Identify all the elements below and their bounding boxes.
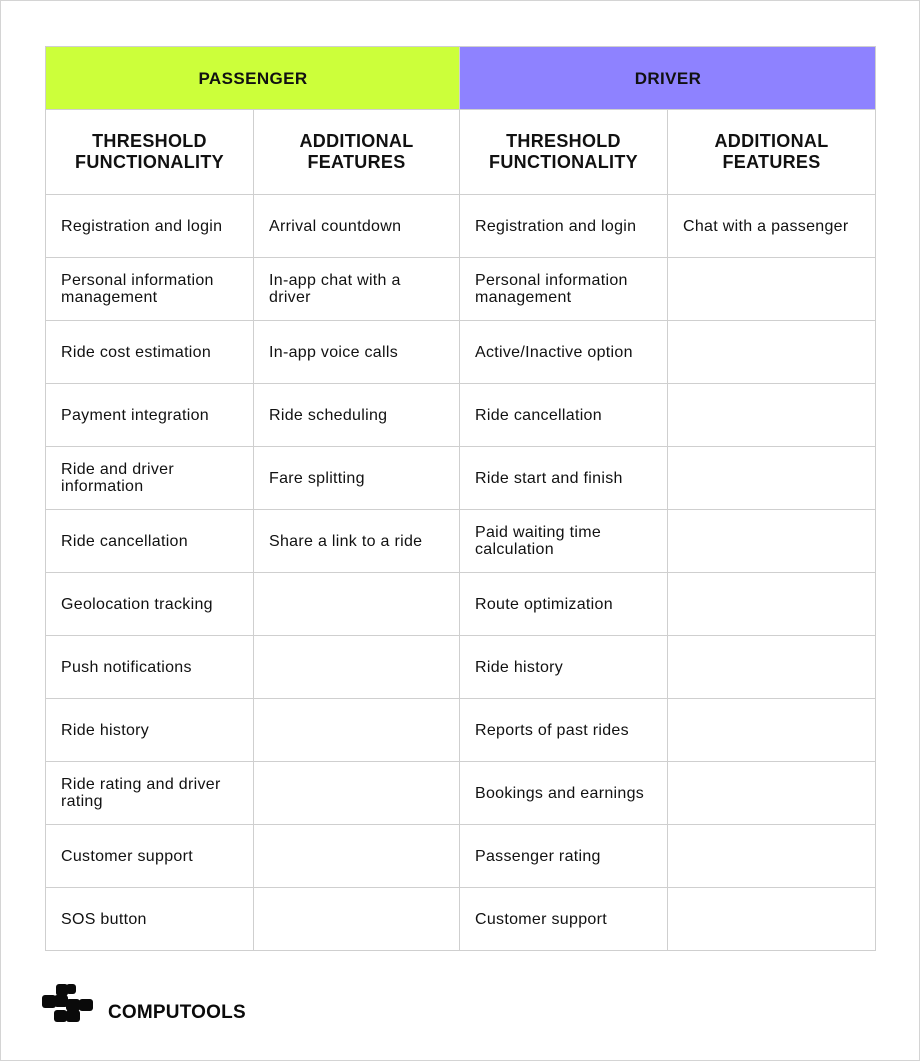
passenger-threshold-cell: SOS button xyxy=(46,888,254,951)
passenger-additional-cell: In-app chat with a driver xyxy=(254,258,460,321)
table-row xyxy=(46,825,876,888)
passenger-threshold-cell: Push notifications xyxy=(46,636,254,699)
passenger-threshold-cell: Ride rating and driver rating xyxy=(46,762,254,825)
driver-additional-cell xyxy=(668,762,876,825)
driver-threshold-cell: Customer support xyxy=(460,888,668,951)
passenger-additional-cell xyxy=(254,636,460,699)
driver-additional-cell xyxy=(668,888,876,951)
passenger-additional-cell: In-app voice calls xyxy=(254,321,460,384)
driver-threshold-cell: Route optimization xyxy=(460,573,668,636)
passenger-additional-cell xyxy=(254,573,460,636)
passenger-threshold-cell: Payment integration xyxy=(46,384,254,447)
driver-additional-cell xyxy=(668,636,876,699)
driver-threshold-cell: Passenger rating xyxy=(460,825,668,888)
driver-header: DRIVER xyxy=(460,47,876,110)
table-row xyxy=(46,321,876,384)
driver-threshold-cell: Registration and login xyxy=(460,195,668,258)
passenger-additional-cell xyxy=(254,762,460,825)
table-row xyxy=(46,384,876,447)
passenger-additional-cell: Ride scheduling xyxy=(254,384,460,447)
driver-threshold-cell: Active/Inactive option xyxy=(460,321,668,384)
passenger-additional-cell xyxy=(254,825,460,888)
passenger-threshold-cell: Geolocation tracking xyxy=(46,573,254,636)
feature-comparison-table xyxy=(45,46,876,951)
driver-additional-cell xyxy=(668,825,876,888)
driver-additional-cell xyxy=(668,510,876,573)
driver-threshold-cell: Bookings and earnings xyxy=(460,762,668,825)
table-row xyxy=(46,447,876,510)
driver-additional-cell xyxy=(668,321,876,384)
driver-threshold-cell: Paid waiting time calculation xyxy=(460,510,668,573)
passenger-additional-cell: Arrival countdown xyxy=(254,195,460,258)
driver-threshold-cell: Ride history xyxy=(460,636,668,699)
passenger-additional-cell: Fare splitting xyxy=(254,447,460,510)
passenger-additional-cell xyxy=(254,888,460,951)
driver-threshold-cell: Ride cancellation xyxy=(460,384,668,447)
driver-additional-cell xyxy=(668,699,876,762)
passenger-threshold-cell: Ride history xyxy=(46,699,254,762)
passenger-threshold-cell: Customer support xyxy=(46,825,254,888)
passenger-threshold-cell: Ride cost estimation xyxy=(46,321,254,384)
computools-logo xyxy=(41,982,246,1024)
driver-additional-cell xyxy=(668,447,876,510)
driver-threshold-header: THRESHOLD FUNCTIONALITY xyxy=(460,110,668,195)
passenger-threshold-cell: Ride cancellation xyxy=(46,510,254,573)
driver-threshold-cell: Reports of past rides xyxy=(460,699,668,762)
passenger-additional-cell xyxy=(254,699,460,762)
table-row xyxy=(46,762,876,825)
passenger-additional-cell: Share a link to a ride xyxy=(254,510,460,573)
passenger-header: PASSENGER xyxy=(46,47,460,110)
table-row xyxy=(46,573,876,636)
driver-additional-cell xyxy=(668,258,876,321)
group-header-row xyxy=(46,47,876,110)
passenger-threshold-header: THRESHOLD FUNCTIONALITY xyxy=(46,110,254,195)
logo-text: COMPUTOOLS xyxy=(108,1002,246,1023)
driver-additional-cell xyxy=(668,384,876,447)
subheader-row xyxy=(46,110,876,195)
passenger-threshold-cell: Personal information management xyxy=(46,258,254,321)
table-row xyxy=(46,195,876,258)
passenger-threshold-cell: Registration and login xyxy=(46,195,254,258)
driver-additional-header: ADDITIONAL FEATURES xyxy=(668,110,876,195)
passenger-threshold-cell: Ride and driver information xyxy=(46,447,254,510)
table-row xyxy=(46,510,876,573)
driver-additional-cell xyxy=(668,573,876,636)
table-row xyxy=(46,699,876,762)
driver-additional-cell: Chat with a passenger xyxy=(668,195,876,258)
driver-threshold-cell: Personal information management xyxy=(460,258,668,321)
driver-threshold-cell: Ride start and finish xyxy=(460,447,668,510)
computools-logo-icon xyxy=(41,982,94,1024)
passenger-additional-header: ADDITIONAL FEATURES xyxy=(254,110,460,195)
table-row xyxy=(46,888,876,951)
table-row xyxy=(46,258,876,321)
table-row xyxy=(46,636,876,699)
